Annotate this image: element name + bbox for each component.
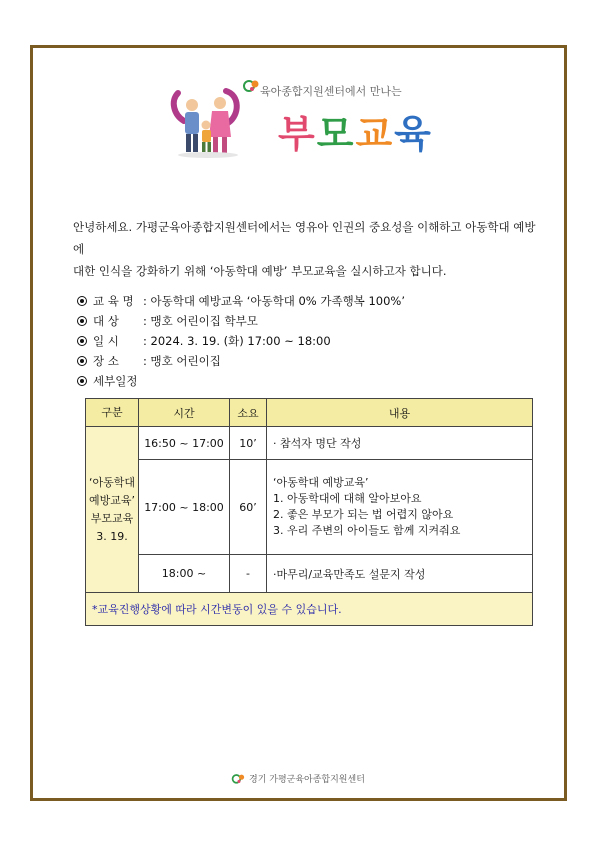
content-line: 2. 좋은 부모가 되는 법 어렵지 않아요 <box>273 508 454 521</box>
title-char: 모 <box>316 112 356 156</box>
intro-paragraph <box>73 216 543 282</box>
intro-line: 안녕하세요. 가평군육아종합지원센터에서는 영유아 인권의 중요성을 이해하고 아동학대 예방에 <box>73 220 536 256</box>
header-banner <box>168 73 438 168</box>
center-logo-icon <box>243 77 261 93</box>
table-row <box>86 555 533 593</box>
column-header: 구분 <box>86 399 139 427</box>
division-line: 부모교육 <box>90 511 134 525</box>
title-char: 교 <box>355 112 395 156</box>
footer-text: 경기 가평군육아종합지원센터 <box>249 775 365 785</box>
bullet-icon <box>77 316 87 326</box>
footer <box>231 772 365 785</box>
schedule-note: *교육진행상황에 따라 시간변동이 있을 수 있습니다. <box>86 593 533 626</box>
table-row <box>86 427 533 460</box>
banner-title <box>278 103 433 158</box>
center-logo-icon <box>231 772 247 784</box>
info-list <box>77 291 405 391</box>
duration-cell: 10’ <box>230 427 267 460</box>
table-row <box>86 460 533 555</box>
content-cell: ·마무리/교육만족도 설문지 작성 <box>267 555 533 593</box>
info-item <box>77 331 405 351</box>
duration-cell: 60’ <box>230 460 267 555</box>
banner-subtitle: 육아종합지원센터에서 만나는 <box>260 85 402 98</box>
content-line: 1. 아동학대에 대해 알아보아요 <box>273 492 422 505</box>
info-item <box>77 311 405 331</box>
content-line: ‘아동학대 예방교육’ <box>273 476 369 489</box>
info-value: : 맹호 어린이집 <box>143 354 221 368</box>
content-cell: · 참석자 명단 작성 <box>267 427 533 460</box>
info-item <box>77 351 405 371</box>
title-char: 육 <box>394 112 433 156</box>
column-header: 소요 <box>230 399 267 427</box>
info-label: 일 시 <box>93 334 119 348</box>
info-value: : 맹호 어린이집 학부모 <box>143 314 258 328</box>
note-row <box>86 593 533 626</box>
info-value: : 아동학대 예방교육 ‘아동학대 0% 가족행복 100%’ <box>143 294 405 308</box>
bullet-icon <box>77 336 87 346</box>
bullet-icon <box>77 296 87 306</box>
info-label: 교 육 명 <box>93 294 134 308</box>
info-item <box>77 371 405 391</box>
family-illustration-icon <box>168 81 248 159</box>
intro-line: 대한 인식을 강화하기 위해 ‘아동학대 예방’ 부모교육을 실시하고자 합니다. <box>73 264 447 278</box>
duration-cell: - <box>230 555 267 593</box>
division-cell <box>86 427 139 593</box>
info-item <box>77 291 405 311</box>
info-value: : 2024. 3. 19. (화) 17:00 ~ 18:00 <box>143 334 331 348</box>
time-cell: 17:00 ~ 18:00 <box>139 460 230 555</box>
bullet-icon <box>77 356 87 366</box>
info-label: 세부일정 <box>93 374 138 388</box>
info-label: 대 상 <box>93 314 119 328</box>
division-line: ‘아동학대 <box>88 475 135 489</box>
division-line: 3. 19. <box>96 529 128 543</box>
schedule-table <box>85 398 533 626</box>
info-label: 장 소 <box>93 354 119 368</box>
division-line: 예방교육’ <box>88 493 135 507</box>
table-header-row <box>86 399 533 427</box>
content-cell <box>267 460 533 555</box>
title-char: 부 <box>278 112 317 156</box>
column-header: 내용 <box>267 399 533 427</box>
content-line: 3. 우리 주변의 아이들도 함께 지켜줘요 <box>273 524 461 537</box>
column-header: 시간 <box>139 399 230 427</box>
time-cell: 16:50 ~ 17:00 <box>139 427 230 460</box>
bullet-icon <box>77 376 87 386</box>
time-cell: 18:00 ~ <box>139 555 230 593</box>
document-frame <box>30 45 567 801</box>
